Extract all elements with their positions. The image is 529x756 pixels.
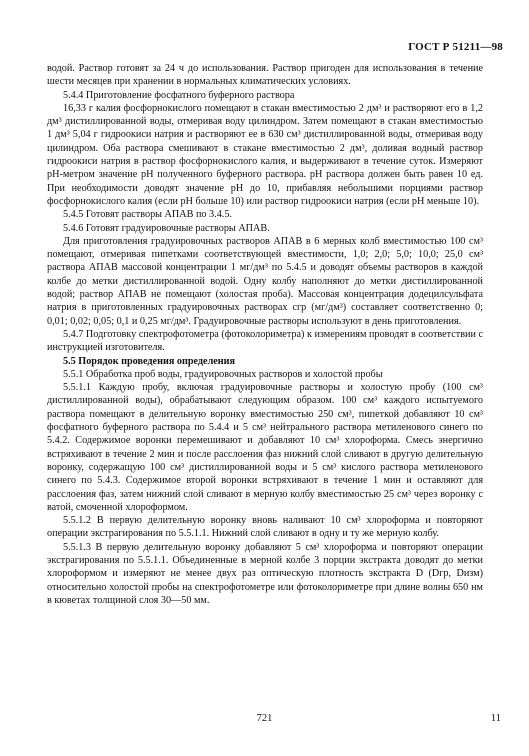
paragraph: водой. Раствор готовят за 24 ч до использования. Раствор пригоден для использования в течение шести месяцев при хранении в нормальных климатических условиях. <box>47 63 483 88</box>
paragraph: 5.5.1.2 В первую делительную воронку вновь наливают 10 см³ хлороформа и повторяют операции экстрагирования по 5.5.1.1. Нижний слой сливают в одну и ту же мерную колбу. <box>47 515 483 540</box>
paragraph: 5.4.7 Подготовку спектрофотометра (фотоколориметра) к измерениям проводят в соответствии с инструкцией изготовителя. <box>47 328 483 354</box>
standard-code-header: ГОСТ Р 51211—98 <box>408 41 503 53</box>
paragraph: 5.5.1.3 В первую делительную воронку добавляют 5 см³ хлороформа и повторяют операции экстрагирования по 5.5.1.1. Объединенные в мерной колбе 3 порции экстракта доводят до метки хлороформом и измеряют не менее двух раз оптическую плотность экстракта D (Dгр, Dизм) относительно холостой пробы на спектрофотометре или фотоколориметре при длине волны 650 нм в кюветах толщиной слоя 30—50 мм. <box>47 541 483 606</box>
page-number-right: 11 <box>490 713 501 724</box>
page-number-center: 721 <box>256 713 273 724</box>
paragraph: 5.5.1.1 Каждую пробу, включая градуировочные растворы и холостую пробу (100 см³ дистиллированной воды), обрабатывают следующим образом. 100 см³ каждого испытуемого раствора помещают в делительную воронку вместимостью 250 см³, пипеткой добавляют 10 см³ фосфатного буферного раствора по 5.4.4 и 5 см³ нейтрального раствора метиленового синего по 5.4.2. Содержимое воронки перемешивают и добавляют 10 см³ хлороформа. Смесь энергично встряхивают в течение 2 мин и после расслоения фаз нижний слой сливают в другую делительную воронку, содержащую 100 см³ дистиллированной воды и 5 см³ кислого раствора метиленового синего по 5.4.3. Содержимое второй воронки встряхивают в течение 1 мин и оставляют для расслоения фаз, затем нижний слой сливают в мерную колбу вместимостью 25 см³ через воронку с ватой, смоченной хлороформом. <box>47 382 483 513</box>
paragraph: 5.4.5 Готовят растворы АПАВ по 3.4.5. <box>63 209 232 221</box>
paragraph: Для приготовления градуировочных растворов АПАВ в 6 мерных колб вместимостью 100 см³ помещают, отмеривая пипетками соответствующей вместимости, 1,0; 2,0; 5,0; 10,0; 25,0 см³ раствора АПАВ массовой концентрации 1 мг/дм³ по 5.4.5 и доводят объемы растворов в каждой колбе до метки дистиллированной водой. Одну колбу наполняют до метки дистиллированной водой; раствор АПАВ не помещают (холостая проба). Массовая концентрация додецилсульфата натрия в приготовленных градуировочных растворах cгр (мг/дм³) составляет соответственно 0; 0,01; 0,02; 0,05; 0,1 и 0,25 мг/дм³. Градуировочные растворы используют в день приготовления. <box>47 235 483 327</box>
section-heading: 5.5 Порядок проведения определения <box>63 355 236 367</box>
paragraph: 5.4.6 Готовят градуировочные растворы АПАВ. <box>63 222 270 234</box>
section-heading: 5.4.4 Приготовление фосфатного буферного раствора <box>63 89 295 101</box>
body-text <box>47 62 483 607</box>
paragraph: 16,33 г калия фосфорнокислого помещают в стакан вместимостью 2 дм³ и растворяют его в 1,2 дм³ дистиллированной воды, отмеривая воду цилиндром. Затем помещают в стакан вместимостью 1 дм³ 5,04 г гидроокиси натрия и растворяют ее в 630 см³ дистиллированной воды, отмеривая воду цилиндром. Оба раствора смешивают в стакане вместимостью 2 дм³, доливая водный раствор гидроокиси натрия в раствор фосфорнокислого калия, и выдерживают в течение суток. Измеряют рН-метром значение рН полученного буферного раствора. рН раствора должен быть равен 10 ед. При необходимости доводят значение рН до 10, прибавляя небольшими порциями раствор фосфорнокислого калия (если рН больше 10) или раствор гидроокиси натрия (если рН меньше 10). <box>47 102 483 207</box>
section-heading: 5.5.1 Обработка проб воды, градуировочных растворов и холостой пробы <box>63 368 383 380</box>
